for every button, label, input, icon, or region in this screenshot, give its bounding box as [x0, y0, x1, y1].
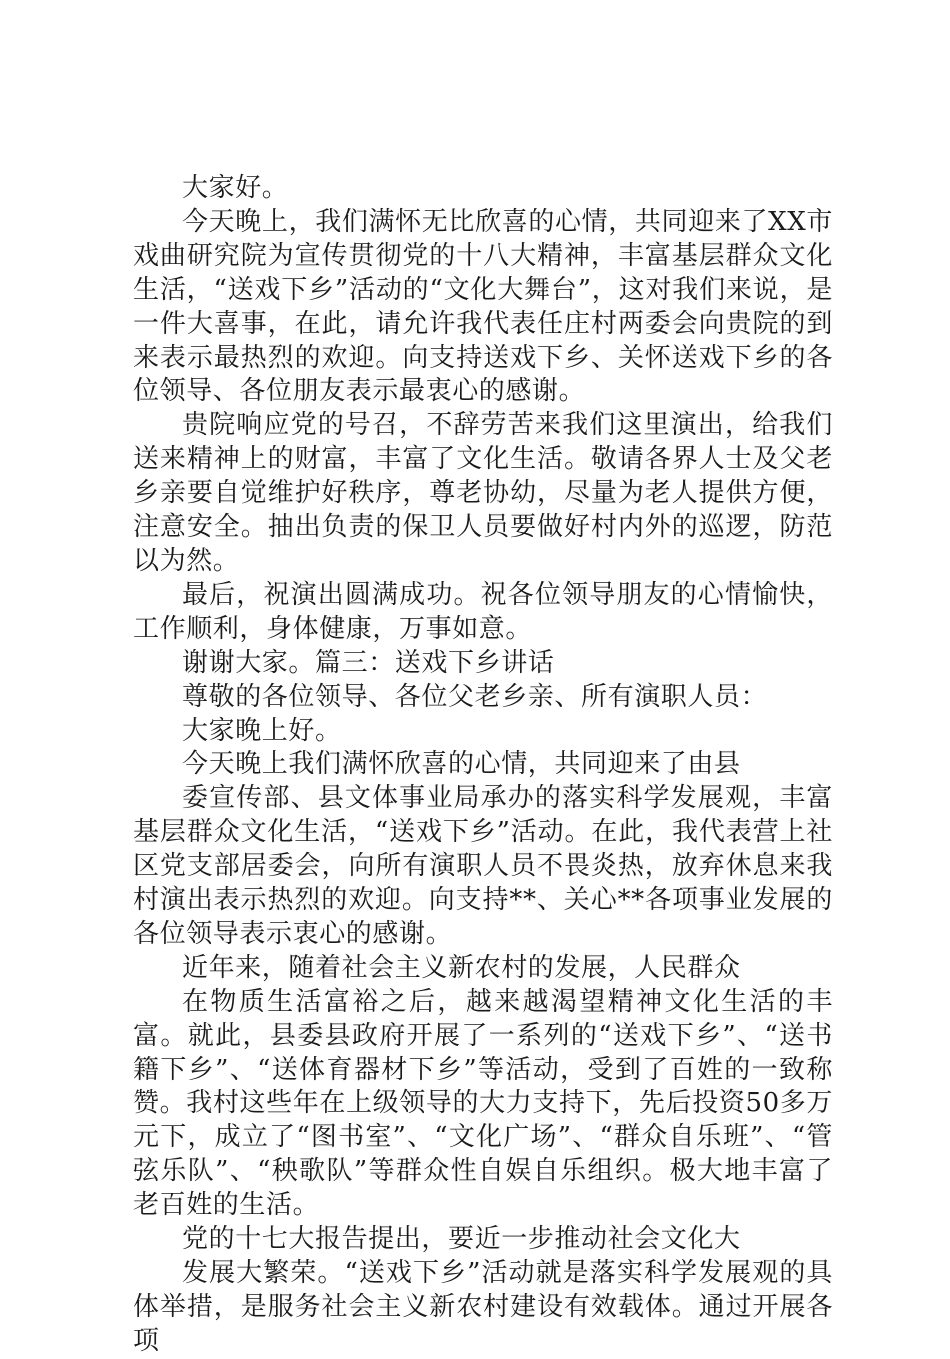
- paragraph-salutation: 尊敬的各位领导、各位父老乡亲、所有演职人员：: [182, 681, 768, 712]
- paragraph-response: 贵院响应党的号召，不辞劳苦来我们这里演出，给我们送来精神上的财富，丰富了文化生活。敬请各界人士及父老乡亲要自觉维护好秩序，尊老协幼，尽量为老人提供方便，注意安全。抽出负责的保卫人员要做好村内外的巡逻，防范以为然。: [133, 410, 833, 576]
- paragraph-thanks-heading: 谢谢大家。篇三：送戏下乡讲话: [182, 647, 555, 678]
- paragraph-recent-years-line: 近年来，随着社会主义新农村的发展，人民群众: [182, 952, 741, 983]
- paragraph-welcome: 今天晚上，我们满怀无比欣喜的心情，共同迎来了XX市戏曲研究院为宣传贯彻党的十八大精神，丰富基层群众文化生活，“送戏下乡”活动的“文化大舞台”，这对我们来说，是一件大喜事，在此，请允许我代表任庄村两委会向贵院的到来表示最热烈的欢迎。向支持送戏下乡、关怀送戏下乡的各位领导、各位朋友表示最衷心的感谢。: [133, 206, 833, 407]
- paragraph-development: 发展大繁荣。“送戏下乡”活动就是落实科学发展观的具体举措，是服务社会主义新农村建设有效载体。通过开展各项: [133, 1258, 833, 1356]
- paragraph-closing-wishes: 最后，祝演出圆满成功。祝各位领导朋友的心情愉快，工作顺利，身体健康，万事如意。: [133, 579, 833, 644]
- paragraph-congress-line: 党的十七大报告提出，要近一步推动社会文化大: [182, 1224, 741, 1255]
- paragraph-evening-greeting: 大家晚上好。: [182, 715, 342, 746]
- paragraph-greeting: 大家好。: [182, 173, 289, 203]
- document-body: [133, 172, 833, 1359]
- paragraph-organizers: 委宣传部、县文体事业局承办的落实科学发展观，丰富基层群众文化生活，“送戏下乡”活动。在此，我代表营上社区党支部居委会，向所有演职人员不畏炎热，放弃休息来我村演出表示热烈的欢迎。向支持**、关心**各项事业发展的各位领导表示衷心的感谢。: [133, 783, 833, 949]
- paragraph-culture-activities: 在物质生活富裕之后，越来越渴望精神文化生活的丰富。就此，县委县政府开展了一系列的“送戏下乡”、“送书籍下乡”、“送体育器材下乡”等活动，受到了百姓的一致称赞。我村这些年在上级领导的大力支持下，先后投资50多万元下，成立了“图书室”、“文化广场”、“群众自乐班”、“管弦乐队”、“秧歌队”等群众性自娱自乐组织。极大地丰富了老百姓的生活。: [133, 986, 833, 1221]
- paragraph-intro-line: 今天晚上我们满怀欣喜的心情，共同迎来了由县: [182, 749, 741, 780]
